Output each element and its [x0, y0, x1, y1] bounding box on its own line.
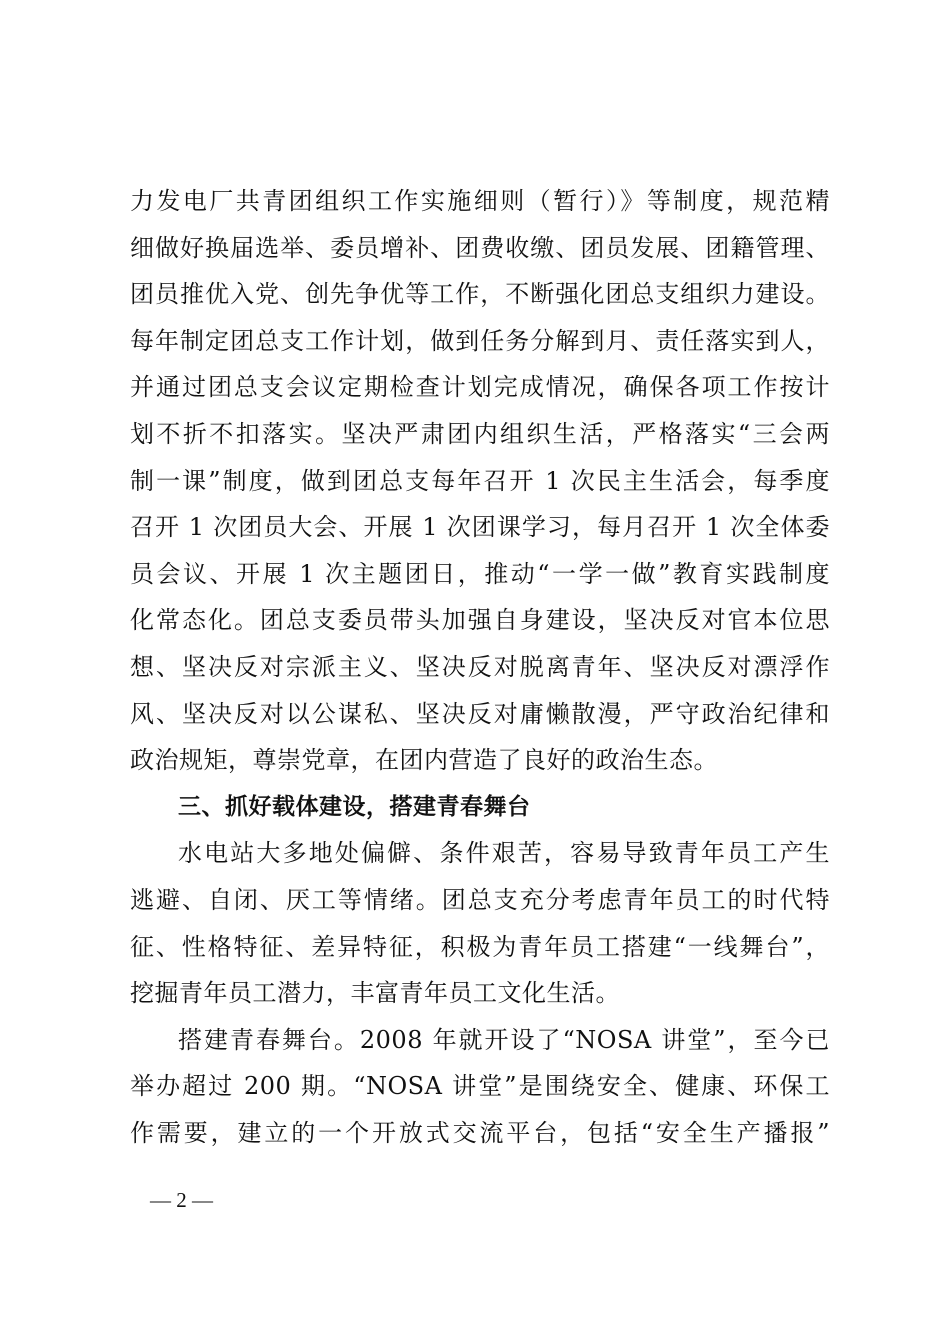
page-number: — 2 — — [150, 1188, 213, 1212]
paragraph-line: 征、性格特征、差异特征，积极为青年员工搭建“一线舞台”， — [130, 932, 830, 961]
paragraph-line: 召开 1 次团员大会、开展 1 次团课学习，每月召开 1 次全体委 — [130, 513, 830, 542]
paragraph-line: 风、坚决反对以公谋私、坚决反对庸懒散漫，严守政治纪律和 — [130, 699, 830, 728]
paragraph-line: 员会议、开展 1 次主题团日，推动“一学一做”教育实践制度 — [130, 559, 830, 588]
paragraph-line: 搭建青春舞台。2008 年就开设了“NOSA 讲堂”，至今已 — [178, 1025, 830, 1054]
paragraph-line: 力发电厂共青团组织工作实施细则（暂行）》等制度，规范精 — [130, 187, 830, 215]
paragraph-line: 作需要，建立的一个开放式交流平台，包括“安全生产播报” — [130, 1118, 830, 1147]
paragraph-line: 划不折不扣落实。坚决严肃团内组织生活，严格落实“三会两 — [130, 419, 830, 448]
paragraph-line: 每年制定团总支工作计划，做到任务分解到月、责任落实到人， — [130, 326, 830, 355]
paragraph-line: 团员推优入党、创先争优等工作，不断强化团总支组织力建设。 — [130, 280, 830, 309]
paragraph-line: 并通过团总支会议定期检查计划完成情况，确保各项工作按计 — [130, 373, 830, 402]
paragraph-line: 挖掘青年员工潜力，丰富青年员工文化生活。 — [130, 979, 620, 1008]
paragraph-line: 想、坚决反对宗派主义、坚决反对脱离青年、坚决反对漂浮作 — [130, 652, 830, 681]
paragraph-line: 制一课”制度，做到团总支每年召开 1 次民主生活会，每季度 — [130, 466, 830, 495]
paragraph-line: 水电站大多地处偏僻、条件艰苦，容易导致青年员工产生 — [178, 839, 830, 868]
section-heading: 三、抓好载体建设，搭建青春舞台 — [178, 793, 531, 820]
paragraph-line: 政治规矩，尊崇党章，在团内营造了良好的政治生态。 — [130, 746, 718, 775]
paragraph-line: 举办超过 200 期。“NOSA 讲堂”是围绕安全、健康、环保工 — [130, 1072, 830, 1101]
paragraph-line: 细做好换届选举、委员增补、团费收缴、团员发展、团籍管理、 — [130, 233, 830, 262]
paragraph-line: 化常态化。团总支委员带头加强自身建设，坚决反对官本位思 — [130, 606, 830, 635]
body-text — [130, 178, 830, 1156]
paragraph-line: 逃避、自闭、厌工等情绪。团总支充分考虑青年员工的时代特 — [130, 885, 830, 914]
